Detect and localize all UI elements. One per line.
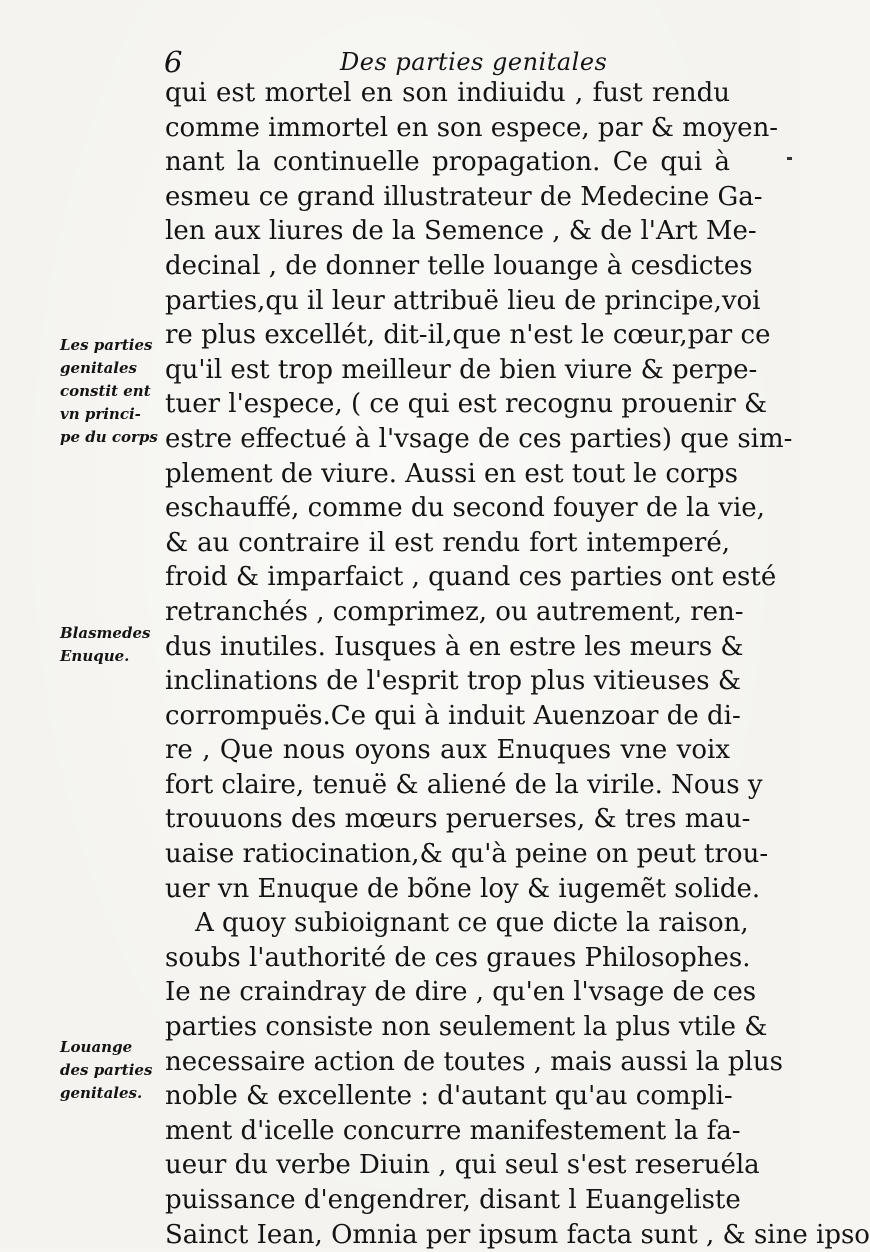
- text-line: soubs l'authorité de ces graues Philosophes.: [165, 942, 751, 973]
- text-line: esmeu ce grand illustrateur de Medecine Ga-: [165, 181, 763, 212]
- text-line: puissance d'engendrer, disant l Euangeliste: [165, 1185, 741, 1215]
- text-line: re , Que nous oyons aux Enuques vne voix: [165, 735, 730, 766]
- text-line: eschauffé, comme du second fouyer de la vie,: [165, 493, 765, 524]
- text-line: trouuons des mœurs peruerses, & tres mau-: [165, 804, 751, 835]
- text-line: parties,qu il leur attribuë lieu de principe,voi: [165, 285, 761, 316]
- margin-note-line: Blasmedes: [60, 624, 151, 642]
- page-header: [160, 44, 760, 80]
- text-line: re plus excellét, dit-il,que n'est le cœur,par ce: [165, 320, 771, 351]
- print-mark: [787, 157, 792, 160]
- margin-note-line: genitales.: [60, 1084, 143, 1102]
- text-line: corrompuës.Ce qui à induit Auenzoar de di-: [165, 700, 741, 731]
- text-line: plement de viure. Aussi en est tout le corps: [165, 458, 739, 489]
- text-line: parties consiste non seulement la plus vtile &: [165, 1012, 768, 1043]
- text-line: Sainct Iean, Omnia per ipsum facta sunt , & sine ipso: [165, 1219, 870, 1250]
- text-line: comme immortel en son espece, par & moyen-: [165, 112, 779, 143]
- text-line: qui est mortel en son indiuidu , fust rendu: [165, 78, 730, 108]
- text-line: noble & excellente : d'autant qu'au compli-: [165, 1081, 733, 1112]
- text-line: fort claire, tenuë & aliené de la virile. Nous y: [165, 769, 763, 800]
- text-line: inclinations de l'esprit trop plus vitieuses &: [165, 666, 741, 697]
- text-line: necessaire action de toutes , mais aussi la plus: [165, 1046, 783, 1077]
- margin-note-line: des parties: [60, 1061, 153, 1079]
- text-line: A quoy subioignant ce que dicte la raison,: [195, 908, 749, 939]
- text-line: dus inutiles. Iusques à en estre les meurs &: [165, 631, 744, 662]
- text-line: retranchés , comprimez, ou autrement, ren-: [165, 596, 744, 627]
- text-line: ueur du verbe Diuin , qui seul s'est reseruéla: [165, 1150, 760, 1181]
- text-line: decinal , de donner telle louange à cesdictes: [165, 250, 753, 281]
- text-line: estre effectué à l'vsage de ces parties) que sim-: [165, 423, 793, 454]
- margin-note-line: Louange: [60, 1038, 133, 1056]
- margin-note-parties-principe: [60, 334, 165, 449]
- margin-note-line: vn princi-: [60, 405, 141, 423]
- margin-note-line: genitales: [60, 359, 137, 377]
- text-line: ment d'icelle concurre manifestement la fa-: [165, 1115, 741, 1146]
- text-line: uaise ratiocination,& qu'à peine on peut trou-: [165, 839, 769, 870]
- text-line: Ie ne craindray de dire , qu'en l'vsage de ces: [165, 977, 757, 1008]
- text-line: qu'il est trop meilleur de bien viure & perpe-: [165, 354, 758, 385]
- text-line: nant la continuelle propagation. Ce qui à: [165, 147, 730, 178]
- body-text: [165, 76, 870, 1252]
- text-line: & au contraire il est rendu fort intemperé,: [165, 527, 730, 558]
- running-head: Des parties genitales: [340, 48, 608, 76]
- margin-note-line: Les parties: [60, 336, 153, 354]
- margin-note-line: constit ent: [60, 382, 151, 400]
- page-number: 6: [164, 45, 183, 79]
- margin-note-louange-parties: [60, 1036, 165, 1105]
- margin-note-line: pe du corps: [60, 428, 158, 446]
- text-line: tuer l'espece, ( ce qui est recognu prouenir &: [165, 389, 768, 420]
- text-line: uer vn Enuque de bõne loy & iugemẽt solide.: [165, 873, 761, 904]
- text-line: len aux liures de la Semence , & de l'Art Me-: [165, 216, 757, 247]
- margin-note-line: Enuque.: [60, 647, 130, 665]
- margin-note-blasme-enuque: [60, 622, 165, 668]
- text-line: froid & imparfaict , quand ces parties ont esté: [165, 562, 777, 593]
